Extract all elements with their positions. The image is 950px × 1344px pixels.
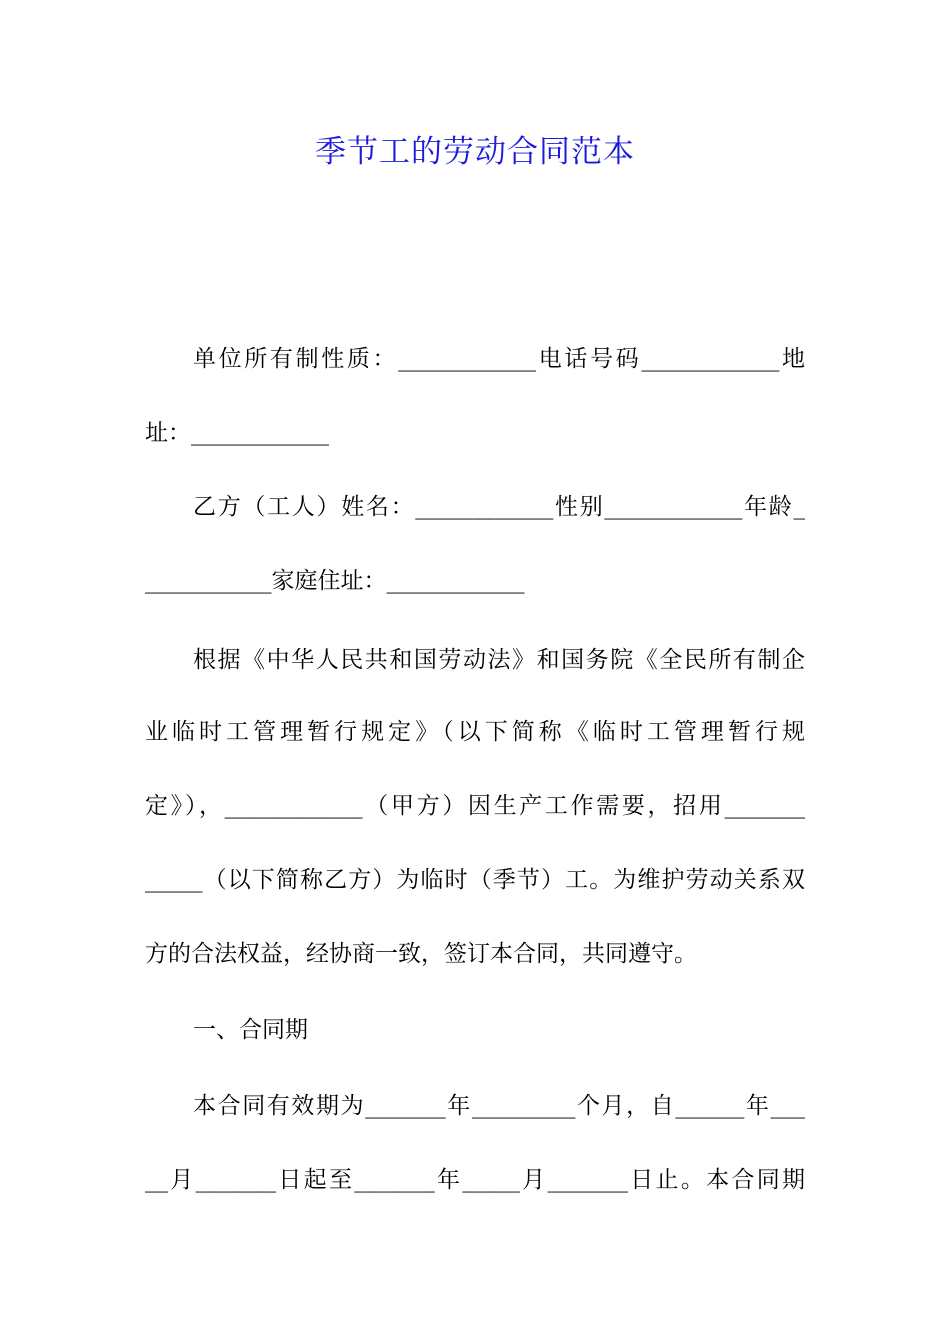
- document-title: 季节工的劳动合同范本: [315, 134, 635, 170]
- contract-period-line-2: __月_______日起至_______年_____月_______日止。本合同期: [145, 1167, 805, 1193]
- preamble-line-3: 定》），____________（甲方）因生产工作需要，招用_______: [145, 793, 805, 819]
- preamble-line-4: _____（以下简称乙方）为临时（季节）工。为维护劳动关系双: [145, 867, 805, 893]
- employer-address-line: 址：____________: [145, 420, 329, 446]
- section-heading-contract-period: 一、合同期: [193, 1017, 308, 1043]
- preamble-line-1: 根据《中华人民共和国劳动法》和国务院《全民所有制企: [193, 647, 805, 673]
- worker-address-line: ___________家庭住址：____________: [145, 568, 525, 594]
- employer-info-line: 单位所有制性质：____________电话号码____________地: [193, 346, 805, 372]
- preamble-line-2: 业临时工管理暂行规定》（以下简称《临时工管理暂行规: [145, 719, 805, 745]
- worker-info-line: 乙方（工人）姓名：____________性别____________年龄_: [193, 494, 805, 520]
- preamble-line-5: 方的合法权益，经协商一致，签订本合同，共同遵守。: [145, 941, 697, 967]
- contract-period-line-1: 本合同有效期为_______年_________个月，自______年___: [193, 1093, 805, 1119]
